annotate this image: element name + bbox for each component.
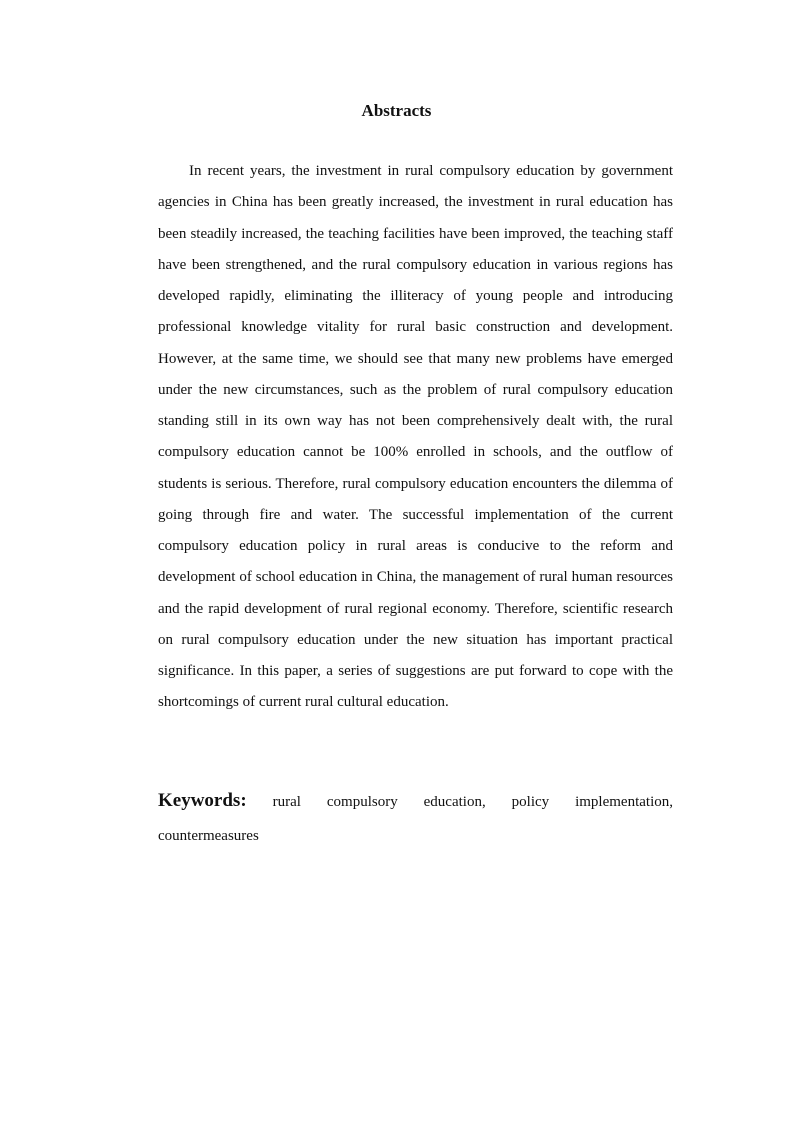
keywords-line <box>158 784 673 853</box>
page-title: Abstracts <box>361 101 432 120</box>
abstract-paragraph: In recent years, the investment in rural compulsory education by government agencies in China has been greatly increased, the investment in rural education has been steadily increased, the teaching facilities have been improved, the teaching staff have been strengthened, and the rural compulsory education in various regions has developed rapidly, eliminating the illiteracy of young people and introducing professional knowledge vitality for rural basic construction and development. However, at the same time, we should see that many new problems have emerged under the new circumstances, such as the problem of rural compulsory education standing still in its own way has not been comprehensively dealt with, the rural compulsory education cannot be 100% enrolled in schools, and the outflow of students is serious. Therefore, rural compulsory education encounters the dilemma of going through fire and water. The successful implementation of the current compulsory education policy in rural areas is conducive to the reform and development of school education in China, the management of rural human resources and the rapid development of rural regional economy. Therefore, scientific research on rural compulsory education under the new situation has important practical significance. In this paper, a series of suggestions are put forward to cope with the shortcomings of current rural cultural education. <box>158 163 673 711</box>
keywords-text: rural compulsory education, policy implementation, countermeasures <box>158 794 673 844</box>
keywords-label: Keywords: <box>158 790 247 811</box>
